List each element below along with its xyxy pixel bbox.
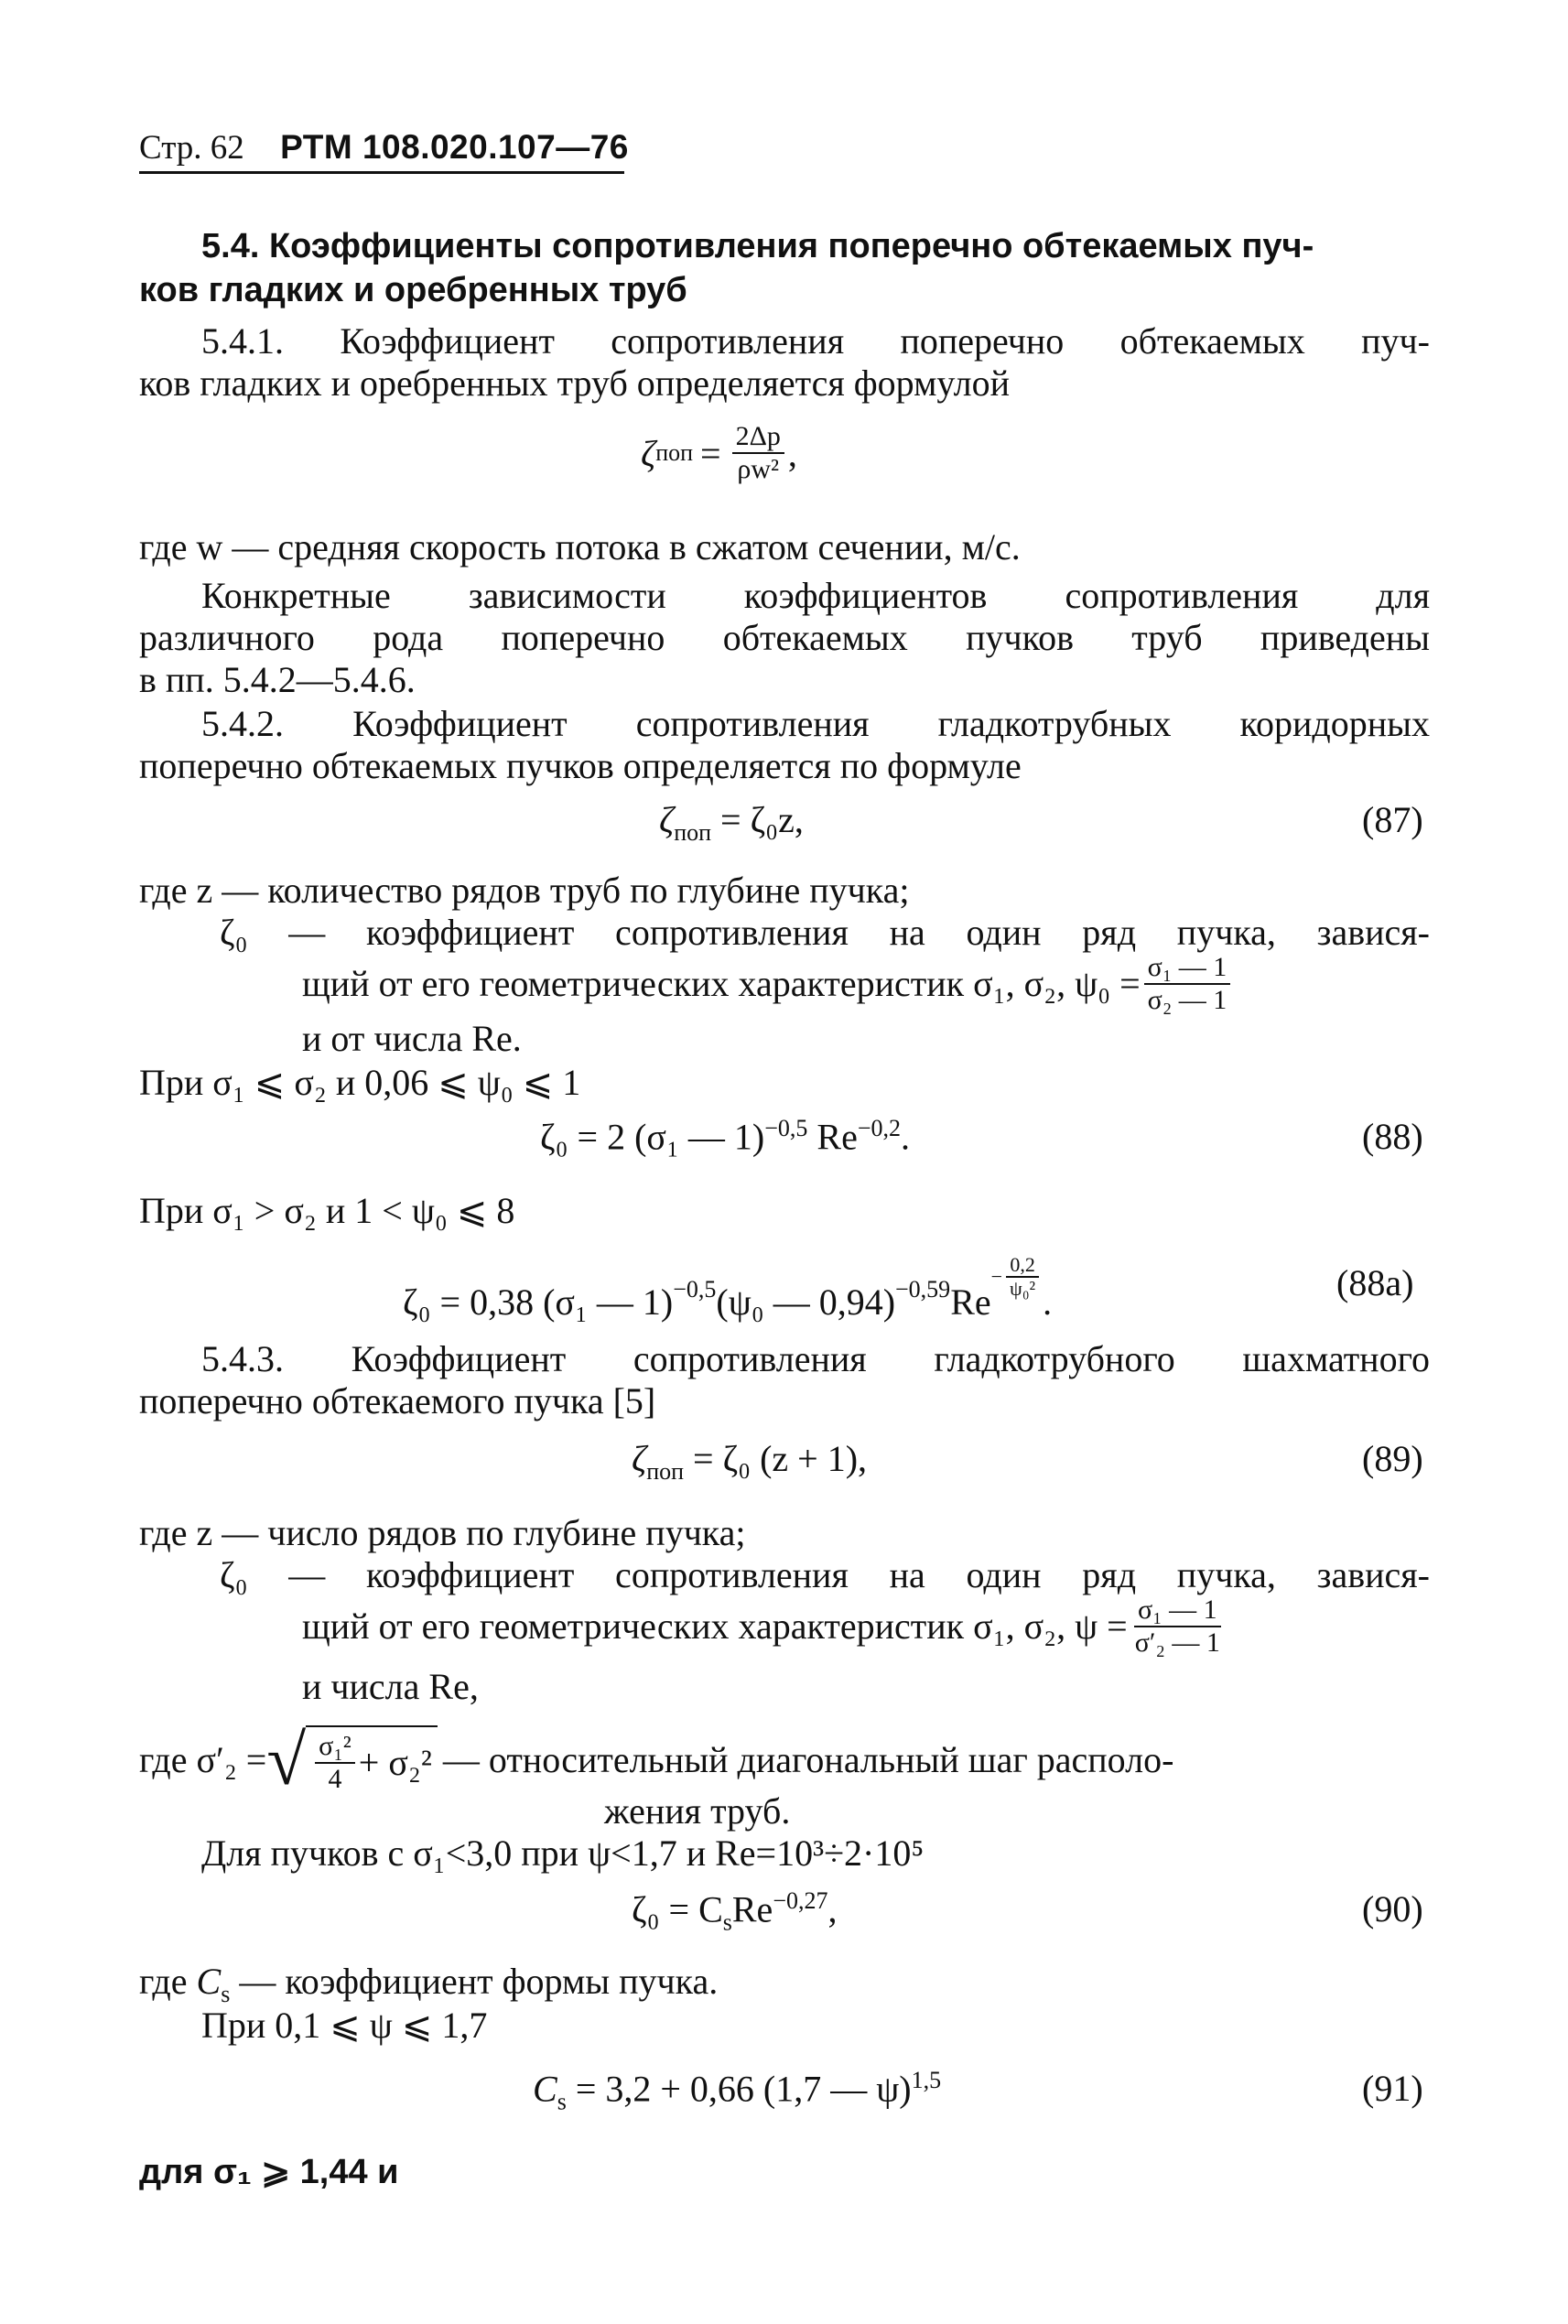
psi0-fraction	[1144, 952, 1231, 1016]
p541-concrete3: в пп. 5.4.2—5.4.6.	[139, 659, 416, 700]
eq87-sub: поп	[674, 819, 712, 846]
condition-1: При σ₁ ⩽ σ₂ и 0,06 ⩽ ψ₀ ⩽ 1	[139, 1062, 581, 1103]
eq88a-exp3-den: ψ₀²	[1010, 1277, 1036, 1300]
sqrt-fraction	[315, 1731, 355, 1795]
eq89-zeta: ζ	[632, 1438, 647, 1479]
p543-line1: 5.4.3. Коэффициент сопротивления гладкотрубного шахматного	[201, 1338, 1430, 1379]
formula-zeta-pop: ζ поп = $\frac{2\Delta p}{\text{ρw²}}$ ,	[641, 421, 797, 484]
eq88a-exp3: − $\frac{0,2}{\text{ψ₀²}}$	[991, 1254, 1043, 1300]
formula-lhs-sub: поп	[655, 439, 694, 466]
eq87-rhs: = ζ₀z,	[720, 799, 804, 840]
formula-lhs: ζ	[641, 432, 656, 474]
eq88a-re: Re	[950, 1281, 991, 1323]
equation-89	[632, 1437, 867, 1486]
where-cs-sub: s	[221, 1981, 231, 2007]
eq88a-exp3-num: 0,2	[1006, 1254, 1039, 1278]
eq87-number: (87)	[1362, 799, 1423, 840]
bundles-condition: Для пучков с σ₁<3,0 при ψ<1,7 и Re=10³÷2·10⁵	[201, 1832, 925, 1874]
section-title-line2: ков гладких и оребренных труб	[139, 271, 687, 309]
eq87-zeta: ζ	[659, 799, 675, 840]
eq91-number: (91)	[1362, 2068, 1423, 2109]
p542-zeta0-c: и от числа Re.	[302, 1018, 522, 1059]
eq91-sub: s	[557, 2088, 567, 2115]
p541-line2: ков гладких и оребренных труб определяется формулой	[139, 362, 1010, 404]
eq90-exp: −0,27	[773, 1887, 828, 1914]
psi-fraction	[1131, 1594, 1224, 1659]
section-title-line1: 5.4. Коэффициенты сопротивления поперечно обтекаемых пуч-	[201, 227, 1314, 265]
eq90-number: (90)	[1362, 1888, 1423, 1929]
condition-2: При σ₁ > σ₂ и 1 < ψ₀ ⩽ 8	[139, 1190, 515, 1231]
eq88a-b: (ψ₀ — 0,94)	[716, 1281, 896, 1323]
p543-zeta0-c: и числа Re,	[302, 1666, 479, 1707]
where-cs-b: — коэффициент формы пучка.	[230, 1961, 719, 2002]
p542-line2: поперечно обтекаемых пучков определяется по формуле	[139, 745, 1022, 786]
page-number: Стр. 62	[139, 129, 244, 167]
psi-denominator: σ′₂ — 1	[1134, 1627, 1220, 1658]
p541-where: где w — средняя скорость потока в сжатом сечении, м/с.	[139, 526, 1021, 567]
formula-denominator: ρw²	[737, 454, 780, 484]
sqrt-plus-term: + σ₂²	[358, 1742, 432, 1783]
eq90-sub: s	[722, 1908, 732, 1936]
p541-concrete2: различного рода поперечно обтекаемых пучков труб приведены	[139, 617, 1430, 658]
eq88-exp2: −0,2	[857, 1115, 901, 1141]
header-rule	[139, 171, 624, 174]
document-code: РТМ 108.020.107—76	[280, 128, 629, 166]
eq91-cs: C	[533, 2068, 557, 2110]
sigma2-description-cont: жения труб.	[604, 1790, 791, 1832]
eq90-a: ζ₀ = C	[632, 1888, 723, 1930]
eq89-rhs: = ζ₀ (z + 1),	[693, 1438, 868, 1479]
eq90-end: ,	[827, 1888, 838, 1930]
equation-90	[632, 1887, 837, 1936]
equation-91	[533, 2067, 941, 2115]
p543-where-z: где z — число рядов по глубине пучка;	[139, 1512, 746, 1553]
last-line: для σ₁ ⩾ 1,44 и	[139, 2153, 399, 2191]
sigma2-lhs: где σ′₂ =	[139, 1739, 267, 1780]
p541-line1: 5.4.1. Коэффициент сопротивления поперечно обтекаемых пуч-	[201, 320, 1430, 362]
p543-zeta0-b-text: щий от его геометрических характеристик σ₁, σ₂, ψ =	[302, 1605, 1128, 1647]
sigma2-description: — относительный диагональный шаг располо-	[442, 1739, 1174, 1780]
equation-87	[659, 798, 804, 847]
p543-zeta0-a: ζ₀ — коэффициент сопротивления на один ряд пучка, завися-	[220, 1554, 1430, 1595]
psi-numerator: σ₁ — 1	[1134, 1594, 1221, 1627]
eq88-a: ζ₀ = 2 (σ₁ — 1)	[540, 1116, 765, 1158]
sqrt-expression: √ $\frac{\text{σ₁²}}{4}$ + σ₂²	[266, 1724, 438, 1796]
p542-zeta0-b-text: щий от его геометрических характеристик σ₁, σ₂, ψ₀ =	[302, 963, 1141, 1004]
p542-where-z: где z — количество рядов труб по глубине пучка;	[139, 870, 910, 911]
p541-concrete1: Конкретные зависимости коэффициентов сопротивления для	[201, 575, 1430, 616]
equation-88a: ζ₀ = 0,38 (σ₁ — 1) $^{-0,5}$ (ψ₀ — 0,94) $^{-0,59}$ Re − $\frac{0,2}{\text{ψ₀²}}$ .	[403, 1253, 1053, 1323]
sqrt-numerator: σ₁²	[315, 1731, 355, 1764]
formula-numerator: 2Δp	[732, 421, 784, 454]
condition-3: При 0,1 ⩽ ψ ⩽ 1,7	[201, 2005, 488, 2046]
eq88-exp1: −0,5	[764, 1115, 808, 1141]
eq88-end: .	[901, 1116, 910, 1158]
eq88a-a: ζ₀ = 0,38 (σ₁ — 1)	[403, 1281, 674, 1323]
p542-zeta0-a: ζ₀ — коэффициент сопротивления на один ряд пучка, завися-	[220, 912, 1430, 953]
eq88a-number: (88a)	[1336, 1262, 1414, 1303]
p542-zeta0-b	[302, 952, 1234, 1016]
psi0-denominator: σ₂ — 1	[1147, 985, 1227, 1015]
eq89-number: (89)	[1362, 1438, 1423, 1479]
eq90-re: Re	[731, 1888, 773, 1930]
eq88a-exp1: −0,5	[673, 1276, 717, 1303]
p542-line1: 5.4.2. Коэффициент сопротивления гладкотрубных коридорных	[201, 703, 1430, 744]
p543-line2: поперечно обтекаемого пучка [5]	[139, 1380, 656, 1421]
eq91-b: = 3,2 + 0,66 (1,7 — ψ)	[566, 2068, 912, 2110]
eq88-number: (88)	[1362, 1116, 1423, 1157]
eq89-sub: поп	[646, 1458, 685, 1485]
page-header	[139, 128, 629, 168]
sqrt-denominator: 4	[328, 1764, 342, 1794]
eq91-exp: 1,5	[911, 2067, 942, 2093]
psi0-numerator: σ₁ — 1	[1144, 952, 1231, 985]
sigma2-definition	[139, 1720, 1174, 1800]
p543-zeta0-b	[302, 1594, 1227, 1659]
where-cs-a: где	[139, 1961, 197, 2002]
formula-fraction	[732, 421, 784, 485]
eq88a-exp2: −0,59	[895, 1276, 951, 1303]
eq88-re: Re	[807, 1116, 858, 1158]
equation-88	[540, 1115, 910, 1158]
where-cs-var: C	[196, 1961, 222, 2002]
